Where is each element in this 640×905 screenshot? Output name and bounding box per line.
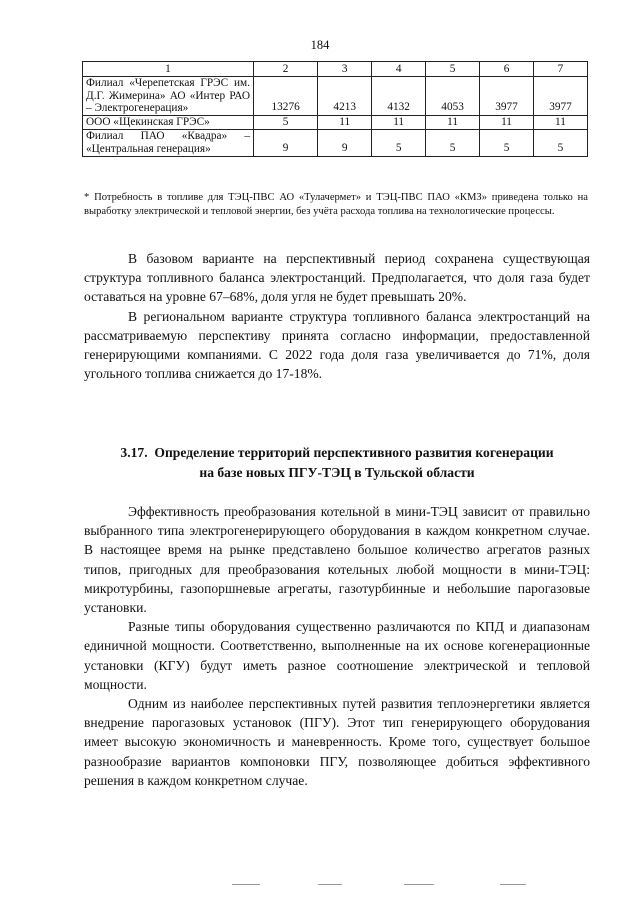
table-cell: 11 (480, 115, 534, 130)
section-heading (84, 443, 590, 482)
table-cell: 11 (372, 115, 426, 130)
section-heading-line-1 (84, 443, 590, 463)
scan-artifact (404, 884, 434, 885)
table-header-cell: 6 (480, 62, 534, 77)
table-row-name: Филиал «Черепетская ГРЭС им. Д.Г. Жимерина» АО «Интер РАО – Электрогенерация» (83, 77, 254, 116)
table-cell: 4132 (372, 77, 426, 116)
table-header-cell: 4 (372, 62, 426, 77)
table-header-cell: 1 (83, 62, 254, 77)
table-cell: 11 (318, 115, 372, 130)
section-body-text (84, 502, 590, 790)
table-row-name: Филиал ПАО «Квадра» – «Центральная генерация» (83, 130, 254, 156)
table-row (83, 77, 588, 116)
section-number: 3.17. (120, 445, 148, 460)
fuel-demand-table (82, 61, 588, 157)
table-cell: 5 (426, 130, 480, 156)
table-header-cell: 7 (534, 62, 588, 77)
paragraph: В региональном варианте структура топливного баланса электростанций на рассматриваемую перспективу принята согласно информации, предоставленной генерирующими компаниями. С 2022 года доля газа увеличивается до 71%, доля угольного топлива снижается до 17-18%. (84, 308, 590, 382)
paragraph: Разные типы оборудования существенно различаются по КПД и диапазонам единичной мощности. Соответственно, выполненные на их основе когенерационные установки (КГУ) будут иметь разное соотношение электрической и тепловой мощности. (84, 619, 590, 692)
table-cell: 4053 (426, 77, 480, 116)
table-cell: 4213 (318, 77, 372, 116)
scan-artifact (232, 884, 260, 885)
table-header-cell: 2 (254, 62, 318, 77)
table-cell: 13276 (254, 77, 318, 116)
paragraph: Одним из наиболее перспективных путей развития теплоэнергетики является внедрение парогазовых установок (ПГУ). Этот тип генерирующего оборудования имеет высокую экономичность и маневренность. Кроме того, существует большое разнообразие вариантов компоновки ПГУ, позволяющее добиться эффективного решения в каждом конкретном случае. (84, 696, 590, 788)
scan-artifact (500, 884, 526, 885)
table-row (83, 115, 588, 130)
table-row-name: ООО «Щекинская ГРЭС» (83, 115, 254, 130)
section-title-line-1: Определение территорий перспективного развития когенерации (154, 445, 554, 460)
scan-artifact (318, 884, 342, 885)
table-cell: 9 (254, 130, 318, 156)
table-header-cell: 3 (318, 62, 372, 77)
intro-text (84, 249, 590, 383)
page-number: 184 (310, 38, 330, 52)
table-cell: 3977 (534, 77, 588, 116)
table-cell: 11 (426, 115, 480, 130)
table-cell: 5 (254, 115, 318, 130)
section-title-line-2: на базе новых ПГУ-ТЭЦ в Тульской области (199, 464, 475, 480)
paragraph: Эффективность преобразования котельной в мини-ТЭЦ зависит от правильно выбранного типа электрогенерирующего оборудования в каждом конкретном случае. В настоящее время на рынке представлено большое количество агрегатов разных типов, пригодных для преобразования котельных любой мощности в мини-ТЭЦ: микротурбины, газопоршневые агрегаты, газотурбинные и небольшие парогазовые установки. (84, 504, 590, 616)
table-header-row (83, 62, 588, 77)
table-cell: 5 (480, 130, 534, 156)
table-cell: 9 (318, 130, 372, 156)
table-footnote: * Потребность в топливе для ТЭЦ-ПВС АО «Тулачермет» и ТЭЦ-ПВС ПАО «КМЗ» приведена только на выработку электрической и тепловой энергии, без учёта расхода топлива на технологические процессы. (84, 192, 588, 217)
table-row (83, 130, 588, 156)
paragraph: В базовом варианте на перспективный период сохранена существующая структура топливного баланса электростанций. Предполагается, что доля газа будет оставаться на уровне 67–68%, доля угля не будет превышать 20%. (84, 251, 590, 305)
table-header-cell: 5 (426, 62, 480, 77)
table-cell: 5 (534, 130, 588, 156)
table-cell: 11 (534, 115, 588, 130)
table-cell: 3977 (480, 77, 534, 116)
table-cell: 5 (372, 130, 426, 156)
